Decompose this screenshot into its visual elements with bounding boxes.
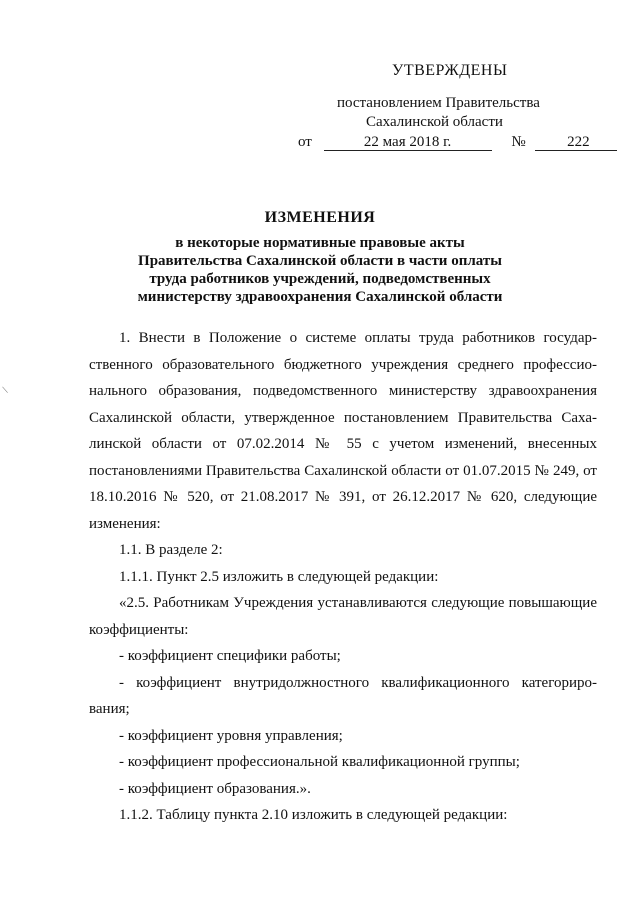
list-item: - коэффициент специфики работы; — [119, 648, 341, 664]
number-sign: № — [511, 134, 526, 150]
subtitle-line: министерству здравоохранения Сахалинской области — [137, 289, 503, 305]
scan-mark: / — [0, 385, 12, 395]
document-body — [89, 325, 597, 829]
paragraph-coefficients: «2.5. Работникам Учреждения устанавливаются следующие повышающие коэффициенты: — [89, 595, 597, 638]
approval-line-1: постановлением Правительства — [337, 95, 540, 111]
approval-number: 222 — [535, 134, 617, 151]
list-item: - коэффициент уровня управления; — [119, 727, 343, 744]
list-item: - коэффициент профессиональной квалификационной группы; — [119, 754, 520, 770]
subtitle-line: Правительства Сахалинской области в части оплаты — [138, 253, 502, 269]
from-label: от — [298, 134, 312, 150]
list-item: - коэффициент внутридолжностного квалификационного категорирования; — [89, 674, 597, 717]
approval-title: УТВЕРЖДЕНЫ — [392, 62, 508, 79]
subtitle-line: труда работников учреждений, подведомственных — [149, 271, 491, 287]
paragraph-point-2-5: 1.1.1. Пункт 2.5 изложить в следующей редакции: — [119, 568, 439, 585]
approval-date: 22 мая 2018 г. — [324, 134, 492, 151]
paragraph-1: 1. Внести в Положение о системе оплаты труда работников государственного образовательного бюджетного учреждения среднего профессионального образования, подведомственного министерству здравоохранения Сахалинской области, утвержденное постановлением Правительства Сахалинской области от 07.02.2014 № 55 с учетом изменений, внесенных постановлениями Правительства Сахалинской области от 01.07.2015 № 249, от 18.10.2016 № 520, от 21.08.2017 № 391, от 26.12.2017 № 620, следующие изменения: — [89, 330, 597, 532]
approval-line-2: Сахалинской области — [366, 114, 503, 130]
paragraph-section-2: 1.1. В разделе 2: — [119, 542, 223, 558]
approval-date-row — [298, 134, 617, 151]
document-title: ИЗМЕНЕНИЯ — [264, 209, 376, 226]
document-subtitle — [0, 234, 640, 306]
subtitle-line: в некоторые нормативные правовые акты — [175, 235, 465, 251]
list-item: - коэффициент образования.». — [119, 780, 311, 797]
paragraph-table-2-10: 1.1.2. Таблицу пункта 2.10 изложить в следующей редакции: — [119, 807, 508, 823]
